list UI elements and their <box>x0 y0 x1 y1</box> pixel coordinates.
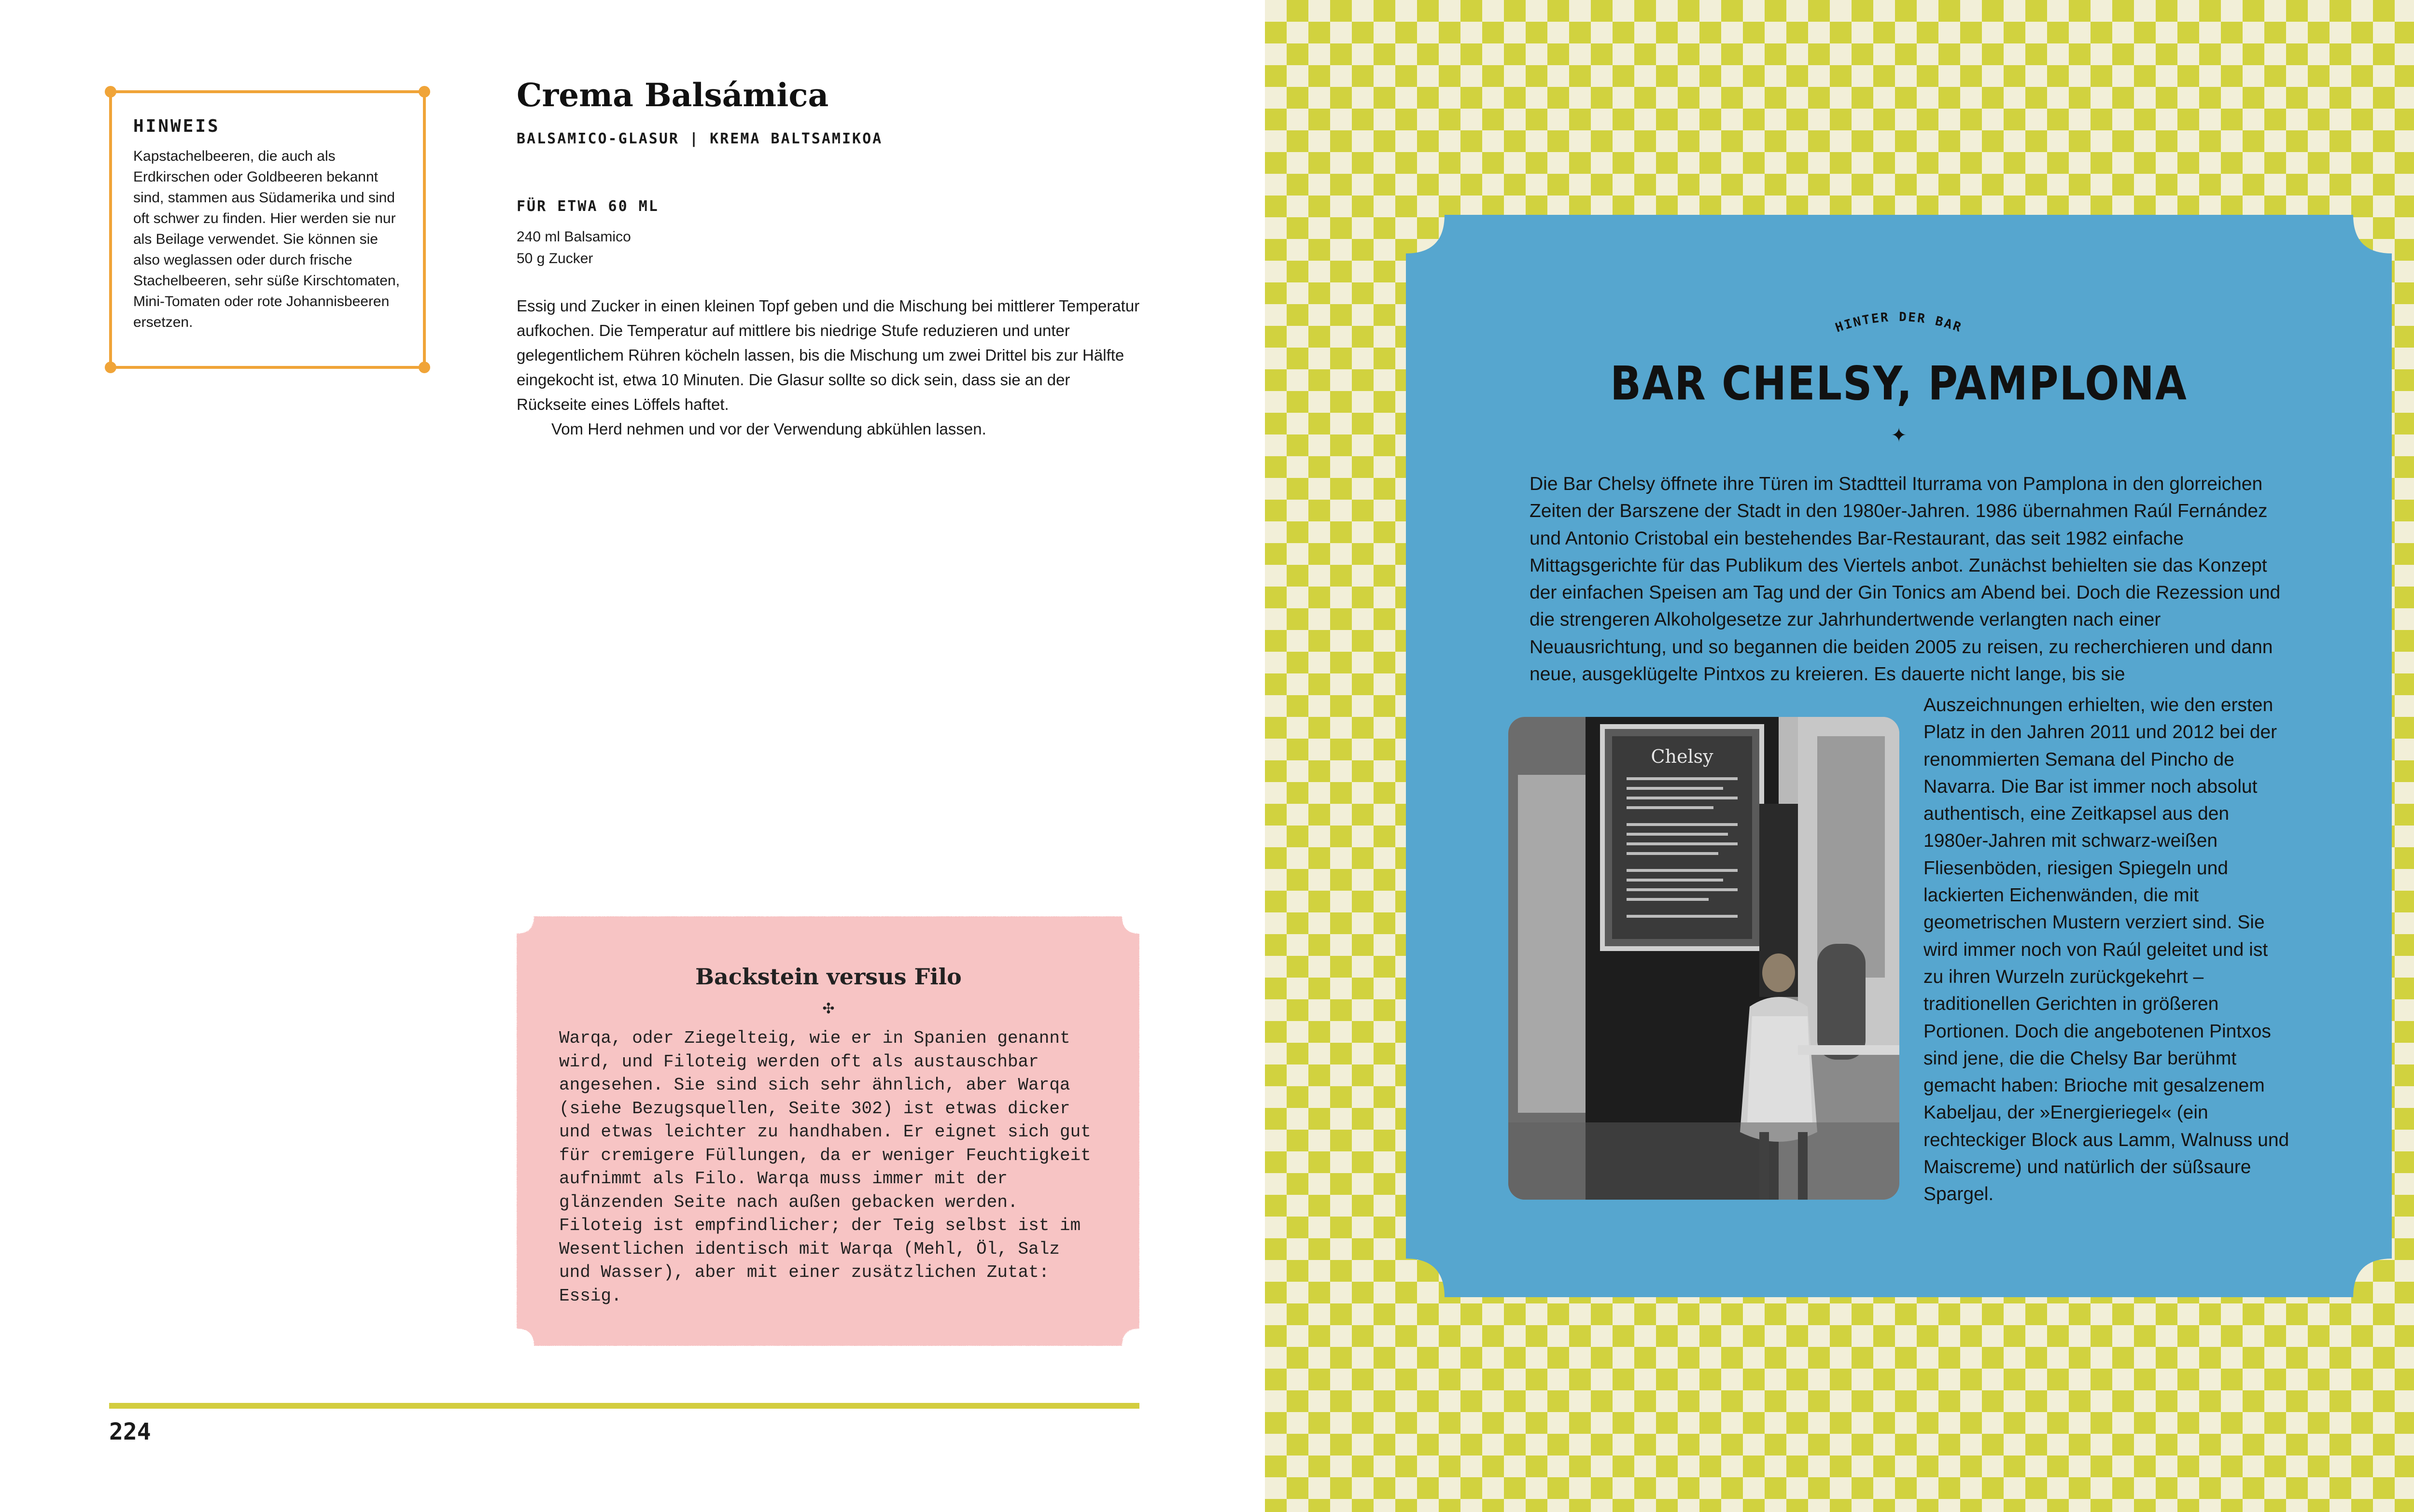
svg-text:HINTER DER BAR <box>1834 310 1964 336</box>
ingredient-item: 240 ml Balsamico <box>517 229 631 245</box>
method-paragraph: Essig und Zucker in einen kleinen Topf geben und die Mischung bei mittlerer Temperatur aufkochen. Die Temperatur auf mittlere bis niedrige Stufe reduzieren und unter gelegentlichem Rühren köcheln lassen, bis die Mischung um zwei Drittel bis zur Hälfte eingekocht ist, etwa 10 Minuten. Die Glasur sollte so dick sein, dass sie an der Rückseite eines Löffels haftet. <box>517 297 1140 413</box>
method-paragraph: Vom Herd nehmen und vor der Verwendung abkühlen lassen. <box>551 420 986 438</box>
page-number: 224 <box>109 1418 151 1445</box>
footer-rule <box>109 1403 1139 1409</box>
hint-text: Kapstachelbeeren, die auch als Erdkirschen oder Goldbeeren bekannt sind, stammen aus Südamerika und sind oft schwer zu finden. Hier werden sie nur als Beilage verwendet. Sie können sie also weglassen oder durch frische Stachelbeeren, sehr süße Kirschtomaten, Mini-Tomaten oder rote Johannisbeeren ersetzen. <box>133 148 400 330</box>
method-text <box>517 294 1144 441</box>
sidebar-title: Backstein versus Filo <box>695 964 962 990</box>
corner-dot <box>105 86 116 98</box>
corner-dot <box>105 362 116 373</box>
feature-text: Die Bar Chelsy öffnete ihre Türen im Stadtteil Iturrama von Pamplona in den glorreichen Zeiten der Barszene der Stadt in den 1980er-Jahren. 1986 übernahmen Raúl Fernández und Antonio Cristobal ein bestehendes Bar-Restaurant, das seit 1982 einfache Mittagsgerichte für das Publikum des Viertels anbot. Zunächst behielten sie das Konzept der einfachen Speisen am Tag und der Gin Tonics am Abend bei. Doch die Rezession und die strengeren Alkoholgesetze zur Jahrhundertwende verlangten nach einer Neuausrichtung, und so begannen die beiden 2005 zu reisen, zu recherchieren und dann neue, ausgeklügelte Pintxos zu kreieren. Es dauerte nicht lange, bis sie <box>1530 474 2281 685</box>
ingredient-list <box>517 226 631 269</box>
feature-kicker <box>1406 302 2392 340</box>
bar-photo-image <box>1508 717 1899 1200</box>
sparkle-icon: ✦ <box>1891 425 1907 446</box>
hint-title: HINWEIS <box>133 116 220 136</box>
feature-text-continued: Auszeichnungen erhielten, wie den ersten Platz in den Jahren 2011 und 2012 bei der renommierten Semana del Pincho de Navarra. Die Bar ist immer noch absolut authentisch, eine Zeitkapsel aus den 1980er-Jahren mit schwarz-weißen Fliesenböden, riesigen Spiegeln und lackierten Eichenwänden, die mit geometrischen Mustern verziert sind. Sie wird immer noch von Raúl geleitet und ist zu ihren Wurzeln zurückgekehrt – traditionellen Gerichten in größeren Portionen. Doch die angebotenen Pintxos sind jene, die die Chelsy Bar berühmt gemacht haben: Brioche mit gesalzenem Kabeljau, der »Energieriegel« (ein rechteckiger Block aus Lamm, Walnuss und Maiscreme) und natürlich der süßsaure Spargel. <box>1923 695 2289 1205</box>
corner-dot <box>419 362 430 373</box>
recipe-subtitle: BALSAMICO-GLASUR | KREMA BALTSAMIKOA <box>517 130 883 147</box>
ingredient-item: 50 g Zucker <box>517 251 593 266</box>
kicker-text: HINTER DER BAR <box>1833 309 1965 336</box>
curved-kicker <box>1817 302 1981 340</box>
photo-sign-text: Chelsy <box>1651 746 1713 767</box>
sidebar-content <box>559 964 1098 1308</box>
feature-title: BAR CHELSY, PAMPLONA <box>1610 356 2188 411</box>
sidebar-box <box>517 916 1139 1346</box>
bar-photo <box>1508 717 1899 1200</box>
ornament-icon: ✣ <box>822 1001 835 1017</box>
feature-content <box>1406 215 2392 1297</box>
sidebar-text: Warqa, oder Ziegelteig, wie er in Spanien genannt wird, und Filoteig werden oft als austauschbar angesehen. Sie sind sich sehr ähnlich, aber Warqa (siehe Bezugsquellen, Seite 302) ist etwas dicker und etwas leichter zu handhaben. Er eignet sich gut für cremigere Füllungen, da er weniger Feuchtigkeit aufnimmt als Filo. Warqa muss immer mit der glänzenden Seite nach außen gebacken werden. Filoteig ist empfindlicher; der Teig selbst ist im Wesentlichen identisch mit Warqa (Mehl, Öl, Salz und Wasser), aber mit einer zusätzlichen Zutat: Essig. <box>559 1028 1091 1306</box>
recipe-title: Crema Balsámica <box>517 76 829 114</box>
yield-label: FÜR ETWA 60 ML <box>517 198 659 215</box>
hint-box <box>109 90 426 369</box>
corner-dot <box>419 86 430 98</box>
